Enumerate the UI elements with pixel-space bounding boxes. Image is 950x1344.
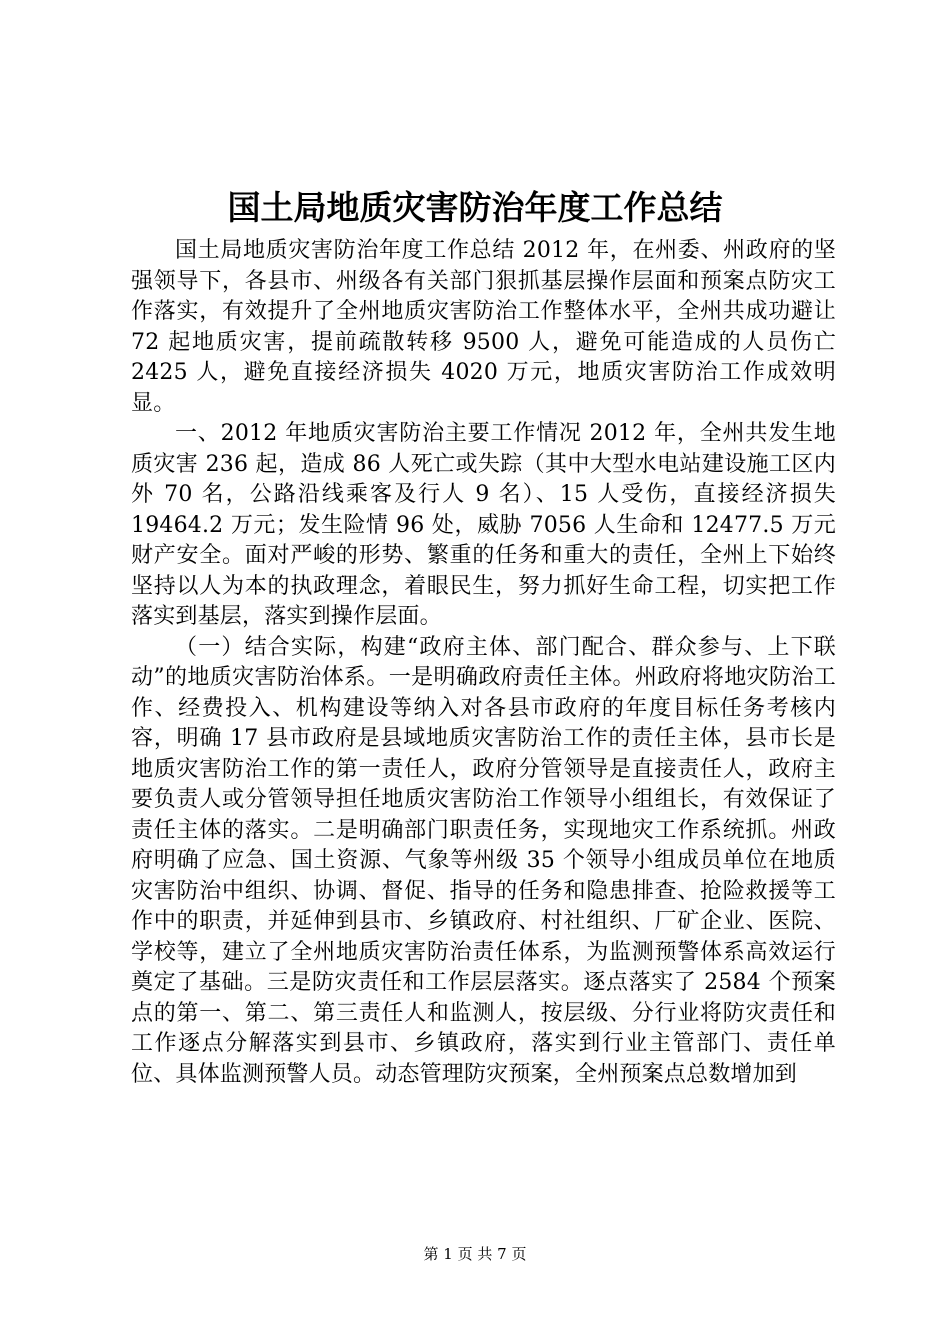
document-body: [131, 236, 836, 1090]
document-title: 国土局地质灾害防治年度工作总结: [227, 188, 723, 227]
page-number-footer: 第 1 页 共 7 页: [423, 1245, 527, 1263]
paragraph-subsection-one: （一）结合实际，构建“政府主体、部门配合、群众参与、上下联动”的地质灾害防治体系。一是明确政府责任主体。州政府将地灾防治工作、经费投入、机构建设等纳入对各县市政府的年度目标任务考核内容，明确 17 县市政府是县域地质灾害防治工作的责任主体，县市长是地质灾害防治工作的第一责任人，政府分管领导是直接责任人，政府主要负责人或分管领导担任地质灾害防治工作领导小组组长，有效保证了责任主体的落实。二是明确部门职责任务，实现地灾工作系统抓。州政府明确了应急、国土资源、气象等州级 35 个领导小组成员单位在地质灾害防治中组织、协调、督促、指导的任务和隐患排查、抢险救援等工作中的职责，并延伸到县市、乡镇政府、村社组织、厂矿企业、医院、学校等，建立了全州地质灾害防治责任体系，为监测预警体系高效运行奠定了基础。三是防灾责任和工作层层落实。逐点落实了 2584 个预案点的第一、第二、第三责任人和监测人，按层级、分行业将防灾责任和工作逐点分解落实到县市、乡镇政府，落实到行业主管部门、责任单位、具体监测预警人员。动态管理防灾预案，全州预案点总数增加到: [131, 634, 836, 1087]
paragraph-section-one: 一、2012 年地质灾害防治主要工作情况 2012 年，全州共发生地质灾害 236 起，造成 86 人死亡或失踪（其中大型水电站建设施工区内外 70 名，公路沿线乘客及行人 9 名）、15 人受伤，直接经济损失 19464.2 万元；发生险情 96 处，威胁 7056 人生命和 12477.5 万元财产安全。面对严峻的形势、繁重的任务和重大的责任，全州上下始终坚持以人为本的执政理念，着眼民生，努力抓好生命工程，切实把工作落实到基层，落实到操作层面。: [131, 421, 836, 629]
paragraph-intro: 国土局地质灾害防治年度工作总结 2012 年，在州委、州政府的坚强领导下，各县市、州级各有关部门狠抓基层操作层面和预案点防灾工作落实，有效提升了全州地质灾害防治工作整体水平，全州共成功避让 72 起地质灾害，提前疏散转移 9500 人，避免可能造成的人员伤亡 2425 人，避免直接经济损失 4020 万元，地质灾害防治工作成效明显。: [131, 238, 836, 416]
